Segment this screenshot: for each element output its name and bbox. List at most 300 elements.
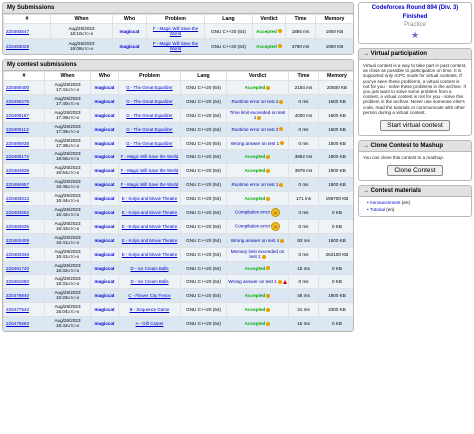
submission-when — [45, 94, 91, 108]
main-column — [2, 2, 354, 336]
author-link[interactable]: magiccat — [91, 233, 119, 247]
time: 3962 ms — [289, 150, 319, 164]
author-link[interactable]: magiccat — [91, 275, 119, 289]
memory: 0 KB — [319, 317, 355, 331]
submission-id-link[interactable]: 220481740 — [4, 261, 45, 275]
time: 4000 ms — [289, 108, 319, 122]
my-submissions-table — [3, 14, 354, 54]
submission-when — [51, 24, 113, 39]
column-header: When — [45, 72, 91, 81]
contest-submissions-box — [2, 59, 354, 332]
hint-icon — [266, 322, 270, 326]
memory: 196700 KB — [319, 192, 355, 206]
when-date: Aug/26/2023 — [54, 95, 81, 101]
round-status: Finished — [402, 14, 428, 20]
contest-submissions-table — [3, 71, 354, 331]
author-link[interactable]: magiccat — [113, 39, 147, 54]
table-row — [4, 164, 355, 178]
language: GNU C++20 (64) — [181, 81, 227, 95]
language: GNU C++20 (64) — [181, 289, 227, 303]
language: GNU C++20 (64) — [181, 150, 227, 164]
memory: 20500 KB — [319, 81, 355, 95]
material-item[interactable]: • Announcement (en) — [367, 200, 410, 206]
verdict — [227, 303, 289, 317]
author-link[interactable]: magiccat — [91, 108, 119, 122]
materials-title-text: Contest materials — [370, 188, 422, 195]
verdict-text: Runtime error on test 1 — [231, 182, 279, 188]
author-link[interactable]: magiccat — [113, 24, 147, 39]
column-header: Who — [91, 72, 119, 81]
language: GNU C++20 (64) — [181, 303, 227, 317]
when-date: Aug/26/2023 — [54, 165, 81, 171]
language: GNU C++20 (64) — [181, 275, 227, 289]
when-time: 16:41 — [56, 253, 68, 259]
round-name-link[interactable]: Codeforces Round 894 (Div. 3) — [371, 5, 459, 11]
column-header: Verdict — [227, 72, 289, 81]
verdict-text: Runtime error on test 2 — [231, 98, 279, 104]
when-time: 16:31 — [56, 281, 68, 287]
my-submissions-box — [2, 2, 354, 55]
submission-id-link[interactable]: 220490167 — [4, 108, 45, 122]
timezone: UTC+8 — [67, 296, 79, 301]
time: 1856 ms — [286, 24, 316, 39]
language: GNU C++20 (64) — [181, 108, 227, 122]
hint-icon — [266, 86, 270, 90]
verdict — [227, 206, 289, 220]
author-link[interactable]: magiccat — [91, 136, 119, 150]
smiley-icon: ☺ — [273, 209, 279, 216]
problem-link[interactable]: D - Ice Cream Balls — [119, 261, 181, 275]
language: GNU C++20 (64) — [181, 261, 227, 275]
table-row — [4, 317, 355, 331]
table-row — [4, 122, 355, 136]
submission-when — [45, 122, 91, 136]
timezone: UTC+8 — [67, 240, 79, 245]
timezone: UTC+8 — [67, 254, 79, 259]
verdict-text: Accepted — [244, 196, 266, 202]
verdict — [227, 289, 289, 303]
clone-title-text: Clone Contest to Mashup — [370, 143, 444, 150]
round-phase: Practice — [404, 22, 426, 28]
when-date: Aug/26/2023 — [54, 304, 81, 310]
language: GNU C++20 (64) — [181, 136, 227, 150]
when-time: 16:26 — [56, 295, 68, 301]
column-header: # — [4, 72, 45, 81]
when-time: 16:54 — [56, 170, 68, 176]
submission-when — [45, 275, 91, 289]
problem-link[interactable]: C - Flower City Fence — [119, 289, 181, 303]
submission-id-link[interactable]: 220485172 — [4, 150, 45, 164]
memory: 1600 KB — [319, 233, 355, 247]
submission-when — [45, 192, 91, 206]
hint-icon — [266, 266, 270, 270]
table-row — [4, 247, 355, 261]
timezone: UTC+8 — [67, 157, 79, 162]
submission-id-link[interactable]: 220490400 — [4, 81, 45, 95]
time: 3790 ms — [286, 39, 316, 54]
timezone: UTC+8 — [67, 115, 79, 120]
when-date: Aug/26/2023 — [54, 234, 81, 240]
material-label[interactable]: Tutorial — [369, 207, 385, 213]
table-row — [4, 275, 355, 289]
hint-icon — [266, 294, 270, 298]
virtual-title-text: Virtual participation — [370, 51, 427, 57]
verdict — [227, 261, 289, 275]
verdict — [253, 24, 286, 39]
when-date: Aug/26/2023 — [54, 151, 81, 157]
when-time: 16:56 — [56, 156, 68, 162]
time: 15 ms — [289, 317, 319, 331]
when-date: Aug/26/2023 — [54, 276, 81, 282]
memory: 1600 KB — [319, 94, 355, 108]
when-date: Aug/26/2023 — [54, 290, 81, 296]
timezone: UTC+8 — [67, 268, 79, 273]
clone-box — [358, 140, 472, 181]
column-header: When — [51, 15, 113, 24]
materials-title: → Contest materials — [359, 186, 471, 197]
when-date: Aug/26/2023 — [54, 220, 81, 226]
time: 2184 ms — [289, 81, 319, 95]
submission-id-link[interactable]: 220484938 — [4, 164, 45, 178]
verdict-text: Accepted — [244, 168, 266, 174]
problem-link[interactable]: A - Gift Carpet — [119, 317, 181, 331]
verdict — [227, 81, 289, 95]
timezone: UTC+8 — [67, 87, 79, 92]
verdict-text: Accepted — [244, 307, 266, 313]
when-time: 16:41 — [56, 239, 68, 245]
clone-contest-button[interactable]: Clone Contest — [387, 165, 442, 176]
submission-id-link[interactable]: 220481680 — [4, 275, 45, 289]
language: GNU C++20 (64) — [181, 219, 227, 233]
author-link[interactable]: magiccat — [91, 303, 119, 317]
table-row — [4, 289, 355, 303]
memory: 1600 KB — [319, 136, 355, 150]
submission-id-link[interactable]: 220483535 — [4, 219, 45, 233]
column-header: Memory — [316, 15, 354, 24]
timezone: UTC+8 — [81, 31, 93, 36]
time: 3978 ms — [289, 164, 319, 178]
when-time: 16:42 — [56, 211, 68, 217]
timezone: UTC+8 — [67, 185, 79, 190]
hint-icon — [266, 197, 270, 201]
verdict — [227, 247, 289, 261]
when-date: Aug/26/2023 — [54, 109, 81, 115]
memory: 262100 KB — [319, 247, 355, 261]
problem-link[interactable]: F - Magic Will Save the World — [119, 150, 181, 164]
problem-link[interactable]: F - Magic Will Save the World — [119, 178, 181, 192]
submission-id-link[interactable]: 220490038 — [4, 136, 45, 150]
author-link[interactable]: magiccat — [91, 178, 119, 192]
author-link[interactable]: magiccat — [91, 317, 119, 331]
verdict-text: Accepted — [244, 265, 266, 271]
when-date: Aug/26/2023 — [68, 40, 95, 46]
author-link[interactable]: magiccat — [91, 81, 119, 95]
hint-icon — [280, 141, 284, 145]
time: 0 ms — [289, 94, 319, 108]
column-header: Memory — [319, 72, 355, 81]
time: 0 ms — [289, 219, 319, 233]
when-date: Aug/26/2023 — [54, 81, 81, 87]
memory: 2300 KB — [319, 303, 355, 317]
hint-icon — [280, 239, 284, 243]
sidebar — [358, 2, 472, 221]
problem-link[interactable]: E - Kolya and Movie Theatre — [119, 219, 181, 233]
language: GNU C++20 (64) — [181, 94, 227, 108]
submission-id-link[interactable]: 220484957 — [4, 178, 45, 192]
language: GNU C++20 (64) — [181, 122, 227, 136]
table-row — [4, 94, 355, 108]
table-row — [4, 108, 355, 122]
when-time: 15:42 — [56, 323, 68, 329]
author-link[interactable]: magiccat — [91, 164, 119, 178]
when-date: Aug/26/2023 — [54, 137, 81, 143]
table-row — [4, 261, 355, 275]
verdict-text: Accepted — [244, 154, 266, 160]
submission-id-link[interactable]: 220479840 — [4, 289, 45, 303]
when-time: 16:04 — [56, 309, 68, 315]
verdict-text: Wrong answer on test 1 — [230, 140, 280, 146]
hint-icon — [278, 44, 282, 48]
language: GNU C++20 (64) — [181, 317, 227, 331]
problem-link[interactable]: D - Ice Cream Balls — [119, 275, 181, 289]
submission-id-link[interactable]: 220483562 — [4, 206, 45, 220]
language: GNU C++20 (64) — [181, 192, 227, 206]
memory: 1600 KB — [319, 122, 355, 136]
submission-when — [45, 247, 91, 261]
memory: 1900 KB — [319, 164, 355, 178]
verdict — [227, 94, 289, 108]
problem-link[interactable]: E - Kolya and Movie Theatre — [119, 206, 181, 220]
submission-id-link[interactable]: 220477542 — [4, 303, 45, 317]
hint-icon — [279, 127, 283, 131]
when-date: Aug/26/2023 — [54, 123, 81, 129]
table-row — [4, 136, 355, 150]
when-time: 17:39 — [56, 114, 68, 120]
timezone: UTC+8 — [67, 199, 79, 204]
author-link[interactable]: magiccat — [91, 192, 119, 206]
timezone: UTC+8 — [67, 101, 79, 106]
verdict-text: Accepted — [256, 28, 277, 34]
virtual-title: → Virtual participation — [359, 49, 471, 60]
star-icon[interactable]: ★ — [410, 30, 420, 40]
table-row — [4, 150, 355, 164]
memory: 0 KB — [319, 206, 355, 220]
submission-when — [45, 81, 91, 95]
table-row — [4, 206, 355, 220]
table-row — [4, 233, 355, 247]
problem-link[interactable]: F - Magic Will Save the World — [147, 24, 205, 39]
verdict — [227, 192, 289, 206]
memory: 0 KB — [319, 261, 355, 275]
column-header: Problem — [147, 15, 205, 24]
column-header: # — [4, 15, 51, 24]
column-header: Lang — [205, 15, 253, 24]
when-time: 17:40 — [56, 100, 68, 106]
author-link[interactable]: magiccat — [91, 94, 119, 108]
clone-text: You can clone this contest to a mashup. — [363, 155, 445, 161]
material-item[interactable]: • Tutorial (en) — [367, 207, 395, 213]
verdict-text: Accepted — [244, 293, 266, 299]
submission-when — [45, 289, 91, 303]
submission-when — [45, 150, 91, 164]
problem-link[interactable]: G - The Great Equalizer — [119, 136, 181, 150]
hint-icon — [278, 280, 282, 284]
verdict-text: Compilation error — [234, 223, 271, 229]
problem-link[interactable]: G - The Great Equalizer — [119, 108, 181, 122]
verdict — [227, 136, 289, 150]
problem-link[interactable]: E - Kolya and Movie Theatre — [119, 233, 181, 247]
submission-id-link[interactable]: 220483409 — [4, 233, 45, 247]
memory: 0 KB — [319, 275, 355, 289]
timezone: UTC+8 — [67, 282, 79, 287]
round-box — [358, 2, 472, 44]
verdict — [227, 122, 289, 136]
submission-when — [45, 178, 91, 192]
hint-icon — [257, 116, 261, 120]
table-row — [4, 39, 354, 54]
author-link[interactable]: magiccat — [91, 150, 119, 164]
submission-when — [45, 108, 91, 122]
memory: 1900 KB — [319, 150, 355, 164]
column-header: Who — [113, 15, 147, 24]
submission-when — [45, 261, 91, 275]
submission-when — [45, 136, 91, 150]
timezone: UTC+8 — [67, 171, 79, 176]
time: 15 ms — [289, 261, 319, 275]
language: GNU C++20 (64) — [181, 247, 227, 261]
when-time: 17:39 — [56, 128, 68, 134]
author-link[interactable]: magiccat — [91, 219, 119, 233]
time: 0 ms — [289, 206, 319, 220]
verdict-text: Memory limit exceeded on test 1 — [230, 249, 285, 260]
material-label[interactable]: Announcement — [369, 200, 401, 206]
problem-link[interactable]: B - Sequence Game — [119, 303, 181, 317]
when-time: 17:41 — [56, 86, 68, 92]
author-link[interactable]: magiccat — [91, 122, 119, 136]
submission-when — [45, 206, 91, 220]
column-header: Lang — [181, 72, 227, 81]
problem-link[interactable]: G - The Great Equalizer — [119, 94, 181, 108]
language: GNU C++20 (64) — [205, 39, 253, 54]
column-header: Time — [289, 72, 319, 81]
verdict-text: Time limit exceeded on test 1 — [229, 110, 286, 121]
submission-id-link[interactable]: 220493029 — [4, 39, 51, 54]
memory: 1900 KB — [316, 24, 354, 39]
when-time: 16:45 — [56, 184, 68, 190]
column-header: Problem — [119, 72, 181, 81]
submission-when — [45, 164, 91, 178]
material-lang: (en) — [401, 200, 410, 206]
table-row — [4, 178, 355, 192]
submission-id-link[interactable]: 220490113 — [4, 122, 45, 136]
when-date: Aug/26/2023 — [54, 179, 81, 185]
memory: 1600 KB — [319, 108, 355, 122]
timezone: UTC+8 — [67, 212, 79, 217]
submission-when — [45, 233, 91, 247]
contest-submissions-title: My contest submissions — [3, 60, 353, 71]
verdict — [227, 317, 289, 331]
verdict-text: Accepted — [244, 84, 266, 90]
problem-link[interactable]: G - The Great Equalizer — [119, 81, 181, 95]
verdict — [227, 275, 289, 289]
when-time: 16:42 — [56, 225, 68, 231]
material-lang: (en) — [386, 207, 395, 213]
when-date: Aug/26/2023 — [68, 25, 95, 31]
when-date: Aug/26/2023 — [54, 193, 81, 199]
submission-when — [45, 317, 91, 331]
timezone: UTC+8 — [67, 129, 79, 134]
verdict-text: Accepted — [244, 321, 266, 327]
time: 171 ms — [289, 192, 319, 206]
verdict — [227, 150, 289, 164]
problem-link[interactable]: F - Magic Will Save the World — [147, 39, 205, 54]
time: 93 ms — [289, 233, 319, 247]
column-header: Time — [286, 15, 316, 24]
time: 0 ms — [289, 122, 319, 136]
hint-icon — [279, 100, 283, 104]
memory: 1900 KB — [319, 178, 355, 192]
when-date: Aug/26/2023 — [54, 262, 81, 268]
submission-id-link[interactable]: 220490275 — [4, 94, 45, 108]
hint-icon — [262, 255, 266, 259]
memory: 1900 KB — [319, 289, 355, 303]
virtual-box — [358, 48, 472, 136]
language: GNU C++20 (64) — [181, 178, 227, 192]
timezone: UTC+8 — [67, 324, 79, 329]
my-submissions-title: My Submissions — [3, 3, 353, 14]
start-virtual-contest-button[interactable]: Start virtual contest — [380, 120, 450, 131]
table-row — [4, 219, 355, 233]
submission-id-link[interactable]: 220493547 — [4, 24, 51, 39]
submission-id-link[interactable]: 220475693 — [4, 317, 45, 331]
submission-id-link[interactable]: 220483346 — [4, 247, 45, 261]
timezone: UTC+8 — [67, 226, 79, 231]
author-link[interactable]: magiccat — [91, 261, 119, 275]
submission-when — [45, 303, 91, 317]
author-link[interactable]: magiccat — [91, 206, 119, 220]
table-row — [4, 81, 355, 95]
problem-link[interactable]: F - Magic Will Save the World — [119, 164, 181, 178]
hint-icon — [278, 29, 282, 33]
timezone: UTC+8 — [81, 46, 93, 51]
problem-link[interactable]: G - The Great Equalizer — [119, 122, 181, 136]
verdict — [227, 164, 289, 178]
time: 0 ms — [289, 275, 319, 289]
problem-link[interactable]: E - Kolya and Movie Theatre — [119, 247, 181, 261]
problem-link[interactable]: E - Kolya and Movie Theatre — [119, 192, 181, 206]
time: 0 ms — [289, 247, 319, 261]
language: GNU C++20 (64) — [181, 233, 227, 247]
verdict — [253, 39, 286, 54]
time: 0 ms — [289, 136, 319, 150]
when-time: 16:44 — [56, 198, 68, 204]
verdict — [227, 233, 289, 247]
hint-icon — [266, 169, 270, 173]
table-row — [4, 24, 354, 39]
time: 0 ms — [289, 178, 319, 192]
language: GNU C++20 (64) — [181, 206, 227, 220]
author-link[interactable]: magiccat — [91, 247, 119, 261]
time: 31 ms — [289, 303, 319, 317]
hint-icon — [266, 308, 270, 312]
author-link[interactable]: magiccat — [91, 289, 119, 303]
materials-list — [359, 197, 471, 216]
submission-id-link[interactable]: 220483613 — [4, 192, 45, 206]
when-time: 18:10 — [70, 30, 82, 36]
verdict — [227, 108, 289, 122]
verdict-text: Wrong answer on test 4 — [230, 237, 280, 243]
table-row — [4, 303, 355, 317]
